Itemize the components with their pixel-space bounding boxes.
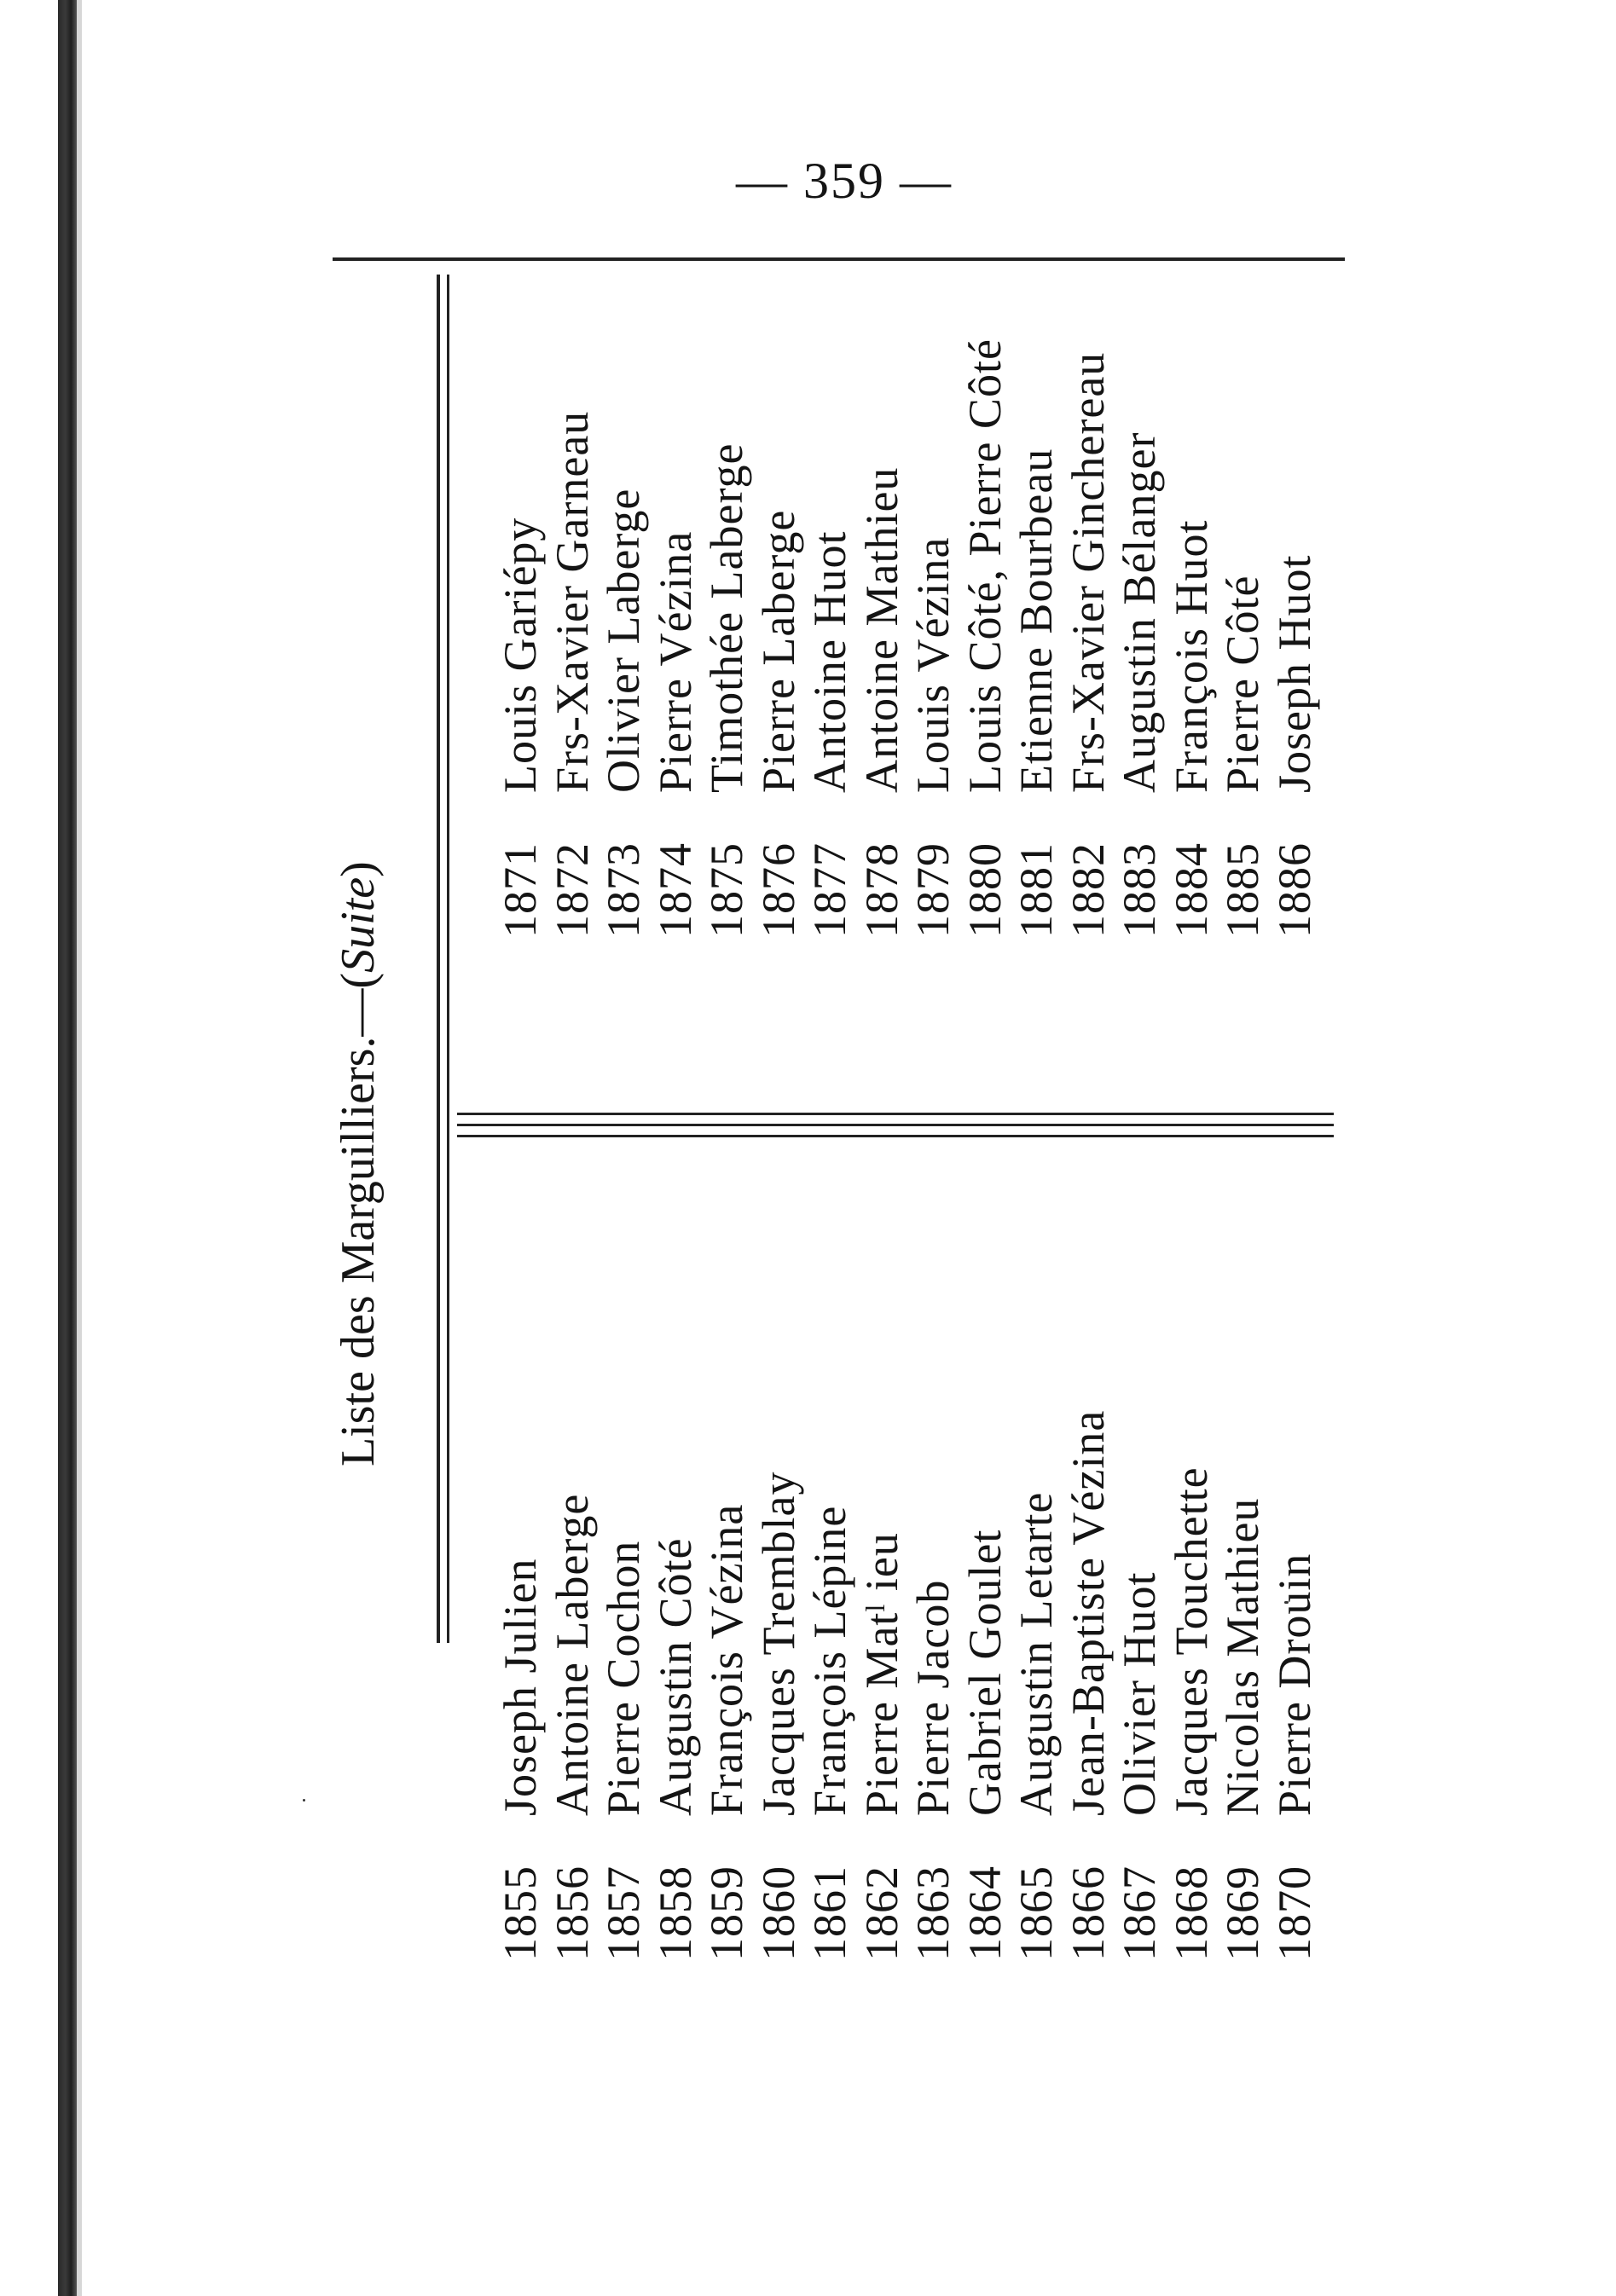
table-row xyxy=(1114,1410,1166,1961)
year-cell: 1858 xyxy=(649,1865,701,1961)
name-cell: François Huot xyxy=(1165,519,1217,793)
table-row xyxy=(1217,338,1269,938)
name-cell: Jacques Touchette xyxy=(1165,1466,1217,1816)
year-cell: 1873 xyxy=(598,842,649,938)
name-cell: Jacques Tremblay xyxy=(752,1471,804,1816)
name-cell: Gabriel Goulet xyxy=(959,1529,1011,1816)
binding-edge-highlight xyxy=(77,0,82,2296)
year-cell: 1876 xyxy=(752,842,804,938)
year-cell: 1870 xyxy=(1268,1865,1320,1961)
year-cell: 1881 xyxy=(1011,842,1062,938)
table-row xyxy=(1217,1410,1269,1961)
name-cell: Jean-Baptiste Vézina xyxy=(1062,1409,1114,1816)
name-cell: Pierre Cochon xyxy=(598,1540,649,1816)
list-title-close: ) xyxy=(332,861,385,877)
year-cell: 1864 xyxy=(959,1865,1011,1961)
list-title-main: Liste des Marguilliers.—( xyxy=(332,972,385,1466)
table-row xyxy=(804,1410,856,1961)
name-cell: Louis Vézina xyxy=(907,536,959,793)
table-row xyxy=(547,338,599,938)
year-cell: 1885 xyxy=(1217,842,1268,938)
name-cell: Pierre Matˡ ieu xyxy=(855,1532,907,1816)
table-row xyxy=(650,338,702,938)
table-row xyxy=(1269,338,1321,938)
table-row xyxy=(1269,1410,1321,1961)
table-row xyxy=(1011,1410,1063,1961)
year-cell: 1879 xyxy=(907,842,959,938)
year-cell: 1878 xyxy=(855,842,907,938)
table-row xyxy=(1011,338,1063,938)
year-cell: 1867 xyxy=(1114,1865,1165,1961)
name-cell: Antoine Laberge xyxy=(546,1493,598,1816)
year-cell: 1862 xyxy=(855,1865,907,1961)
rotated-table xyxy=(324,0,1320,2012)
year-cell: 1868 xyxy=(1165,1865,1217,1961)
table-row xyxy=(907,338,959,938)
table-row xyxy=(1114,338,1166,938)
print-speck xyxy=(303,1799,305,1802)
table-row xyxy=(1063,338,1115,938)
year-cell: 1871 xyxy=(495,842,546,938)
table-row xyxy=(598,1410,650,1961)
table-row xyxy=(650,1410,702,1961)
page-number: — 359 — xyxy=(736,153,953,209)
name-cell: Frs-Xavier Ginchereau xyxy=(1062,351,1114,793)
name-cell: Joseph Huot xyxy=(1268,554,1320,793)
table-row xyxy=(959,338,1011,938)
name-cell: Olivier Laberge xyxy=(598,488,649,793)
year-cell: 1880 xyxy=(959,842,1011,938)
year-cell: 1886 xyxy=(1268,842,1320,938)
table-row xyxy=(907,1410,959,1961)
year-cell: 1883 xyxy=(1114,842,1165,938)
year-cell: 1861 xyxy=(804,1865,855,1961)
year-cell: 1860 xyxy=(752,1865,804,1961)
list-title-suite: Suite xyxy=(332,876,385,973)
name-cell: Augustin Côté xyxy=(649,1537,701,1816)
table-row xyxy=(856,1410,908,1961)
name-cell: Antoine Huot xyxy=(804,530,855,793)
table-row xyxy=(701,338,753,938)
name-cell: Timothée Laberge xyxy=(701,442,752,793)
table-row xyxy=(495,1410,547,1961)
year-cell: 1863 xyxy=(907,1865,959,1961)
table-row xyxy=(598,338,650,938)
year-cell: 1877 xyxy=(804,842,855,938)
table-row xyxy=(856,338,908,938)
name-cell: Pierre Côté xyxy=(1217,575,1268,793)
table-row xyxy=(753,1410,805,1961)
year-cell: 1882 xyxy=(1062,842,1114,938)
name-cell: Pierre Laberge xyxy=(752,509,804,793)
name-cell: Etienne Bourbeau xyxy=(1011,448,1062,793)
name-cell: Louis Côté, Pierre Côté xyxy=(959,338,1011,793)
name-cell: Olivier Huot xyxy=(1114,1571,1165,1816)
year-cell: 1874 xyxy=(649,842,701,938)
year-cell: 1857 xyxy=(598,1865,649,1961)
name-cell: François Lépine xyxy=(804,1505,855,1816)
table-row xyxy=(959,1410,1011,1961)
year-cell: 1855 xyxy=(495,1865,546,1961)
name-cell: Joseph Julien xyxy=(495,1558,546,1816)
list-title xyxy=(324,529,392,1466)
name-cell: Pierre Vézina xyxy=(649,530,701,793)
table-row xyxy=(495,338,547,938)
right-column xyxy=(495,338,1320,938)
name-cell: François Vézina xyxy=(701,1503,752,1816)
left-column xyxy=(495,1410,1320,1961)
binding-edge-shadow xyxy=(58,0,77,2296)
year-cell: 1872 xyxy=(546,842,598,938)
name-cell: Augustin Letarte xyxy=(1011,1491,1062,1816)
name-cell: Pierre Jacob xyxy=(907,1579,959,1816)
table-row xyxy=(804,338,856,938)
table-row xyxy=(1063,1410,1115,1961)
name-cell: Frs-Xavier Garneau xyxy=(546,410,598,793)
name-cell: Nicolas Mathieu xyxy=(1217,1497,1268,1816)
year-cell: 1884 xyxy=(1165,842,1217,938)
table-row xyxy=(1166,1410,1218,1961)
year-cell: 1869 xyxy=(1217,1865,1268,1961)
year-cell: 1856 xyxy=(546,1865,598,1961)
name-cell: Louis Gariépy xyxy=(495,517,546,793)
name-cell: Augustin Bélanger xyxy=(1114,431,1165,793)
name-cell: Antoine Mathieu xyxy=(855,466,907,793)
table-row xyxy=(1166,338,1218,938)
table-row xyxy=(701,1410,753,1961)
year-cell: 1866 xyxy=(1062,1865,1114,1961)
name-cell: Pierre Drouin xyxy=(1268,1553,1320,1816)
table-row xyxy=(547,1410,599,1961)
table-row xyxy=(753,338,805,938)
year-cell: 1865 xyxy=(1011,1865,1062,1961)
year-cell: 1859 xyxy=(701,1865,752,1961)
year-cell: 1875 xyxy=(701,842,752,938)
